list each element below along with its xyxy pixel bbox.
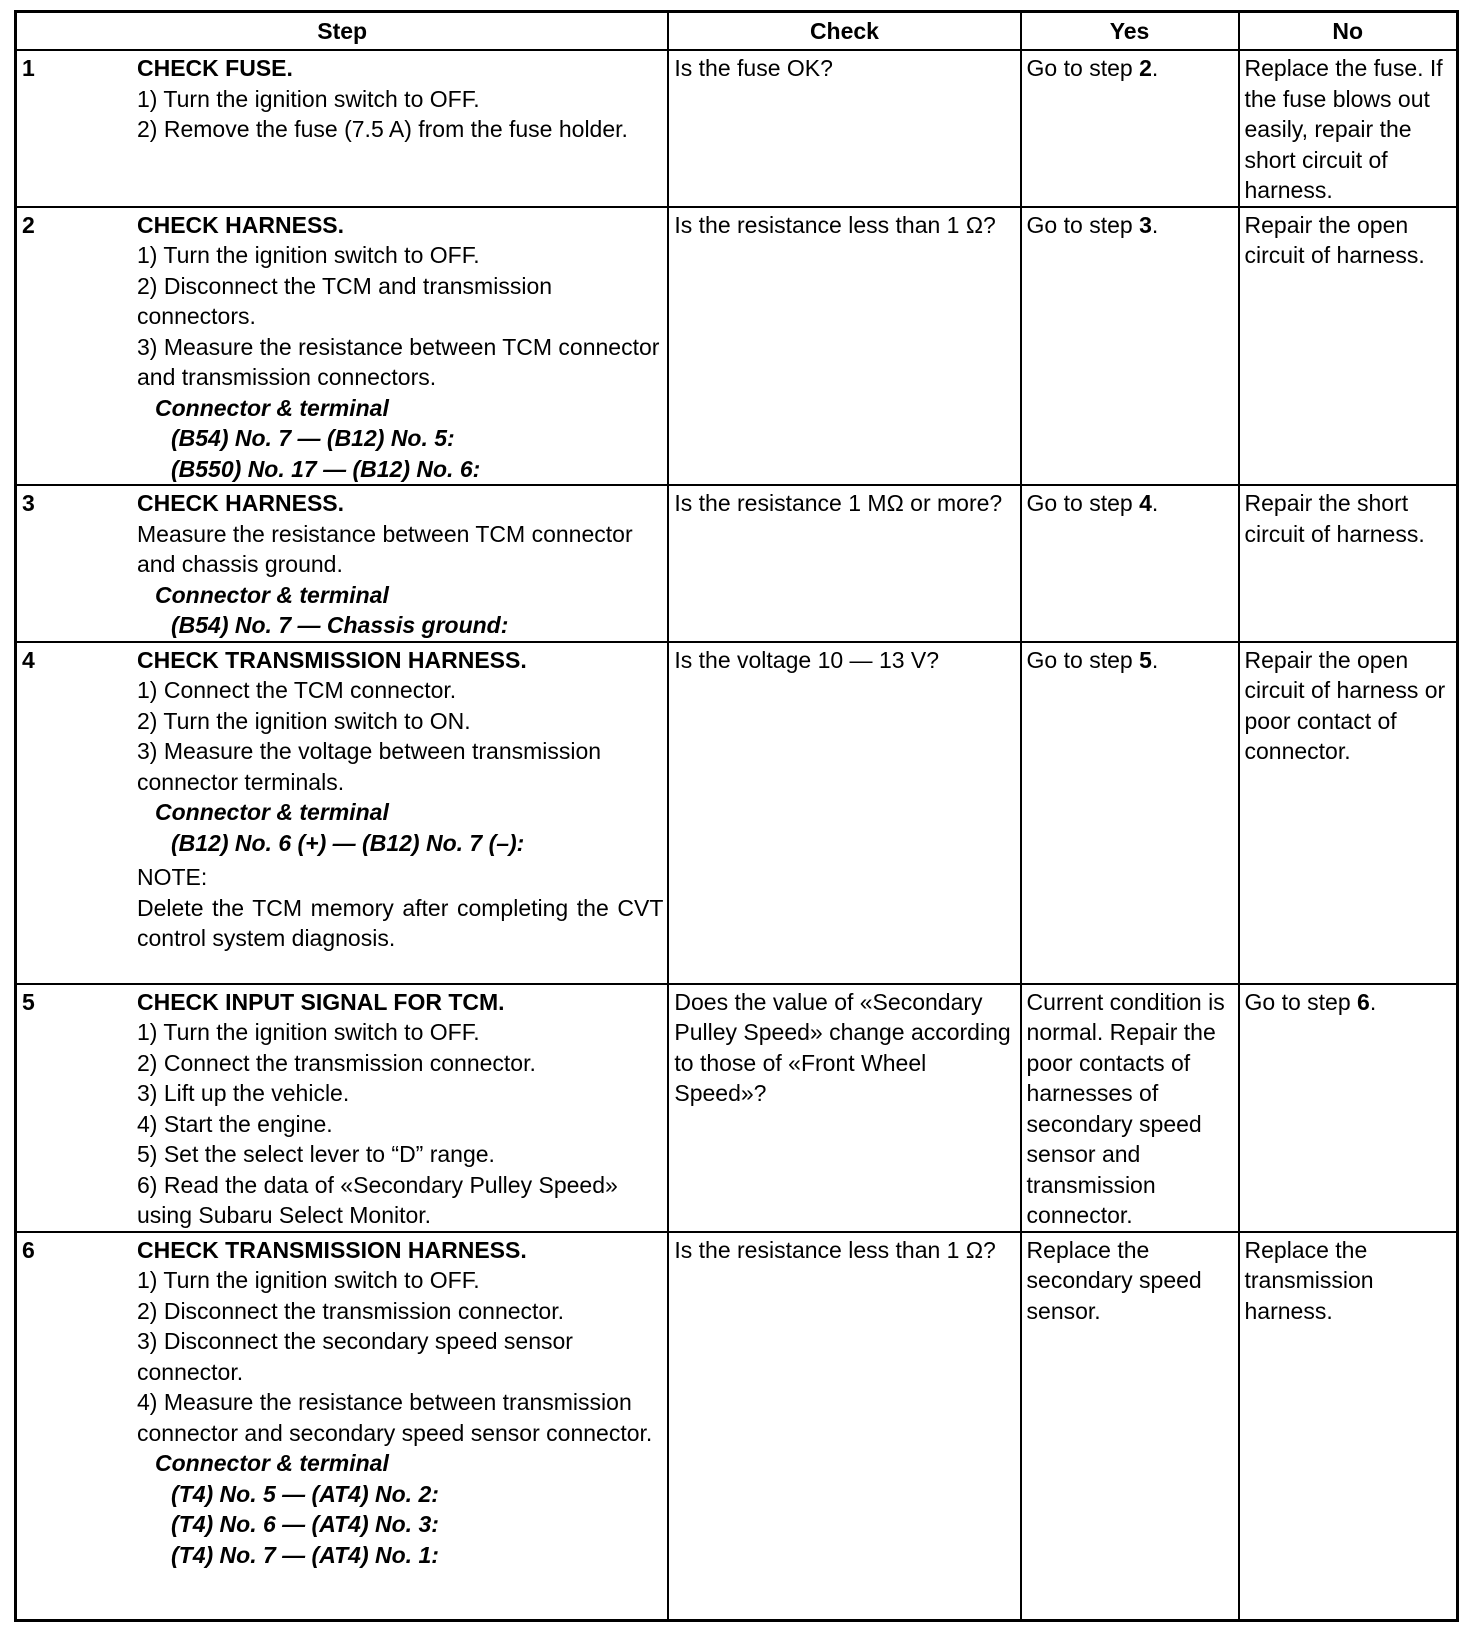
check-cell: Does the value of «Secondary Pulley Speed» change according to those of «Front Wheel Speed»? [668, 984, 1020, 1232]
step-row-4 [16, 642, 1458, 984]
step-title: CHECK TRANSMISSION HARNESS. [137, 1236, 527, 1263]
step-instruction: 2) Turn the ignition switch to ON. [137, 707, 471, 734]
yes-suffix: . [1151, 490, 1159, 516]
step-instruction: 3) Measure the resistance between TCM connector and transmission connectors. [137, 333, 660, 390]
note-text: Delete the TCM memory after completing the CVT control system diagnosis. [137, 894, 664, 951]
step-instruction: Measure the resistance between TCM connector and chassis ground. [137, 520, 633, 577]
step-instruction: 2) Disconnect the transmission connector. [137, 1297, 564, 1324]
yes-cell [1021, 642, 1239, 984]
step-instruction: 1) Turn the ignition switch to OFF. [137, 242, 480, 268]
check-cell: Is the fuse OK? [668, 50, 1020, 207]
check-cell: Is the voltage 10 — 13 V? [668, 642, 1020, 984]
no-prefix: Go to step [1244, 988, 1358, 1015]
no-cell: Replace the transmission harness. [1239, 1232, 1458, 1621]
step-title: CHECK INPUT SIGNAL FOR TCM. [137, 988, 505, 1015]
step-row-6 [16, 1232, 1458, 1621]
note-label: NOTE: [137, 864, 208, 890]
connector-label: Connector & terminal [155, 799, 389, 825]
step-instruction: 1) Turn the ignition switch to OFF. [137, 1267, 480, 1293]
connector-terminal: (T4) No. 5 — (AT4) No. 2: [171, 1480, 439, 1507]
step-title: CHECK FUSE. [137, 55, 293, 81]
step-instruction: 2) Remove the fuse (7.5 A) from the fuse holder. [137, 116, 628, 142]
step-instruction: 3) Lift up the vehicle. [137, 1080, 350, 1106]
header-check: Check [668, 12, 1020, 51]
connector-terminal: (T4) No. 7 — (AT4) No. 1: [171, 1541, 439, 1568]
check-cell: Is the resistance 1 MΩ or more? [668, 485, 1020, 642]
step-instruction: 1) Turn the ignition switch to OFF. [137, 85, 480, 112]
step-cell [16, 642, 669, 984]
step-title: CHECK TRANSMISSION HARNESS. [137, 646, 527, 673]
step-row-3 [16, 485, 1458, 642]
yes-step-ref: 4 [1139, 490, 1152, 516]
no-cell: Repair the open circuit of harness. [1239, 207, 1458, 486]
yes-cell: Replace the secondary speed sensor. [1021, 1232, 1239, 1621]
yes-cell [1021, 485, 1239, 642]
check-cell: Is the resistance less than 1 Ω? [668, 207, 1020, 486]
step-title: CHECK HARNESS. [137, 490, 345, 516]
step-instruction: 2) Disconnect the TCM and transmission connectors. [137, 272, 553, 329]
connector-terminal: (T4) No. 6 — (AT4) No. 3: [171, 1511, 439, 1537]
step-number: 4 [22, 646, 35, 673]
yes-step-ref: 2 [1139, 55, 1152, 81]
step-cell [16, 50, 669, 207]
yes-prefix: Go to step [1026, 490, 1140, 516]
connector-label: Connector & terminal [155, 1450, 389, 1476]
step-instruction: 3) Measure the voltage between transmission connector terminals. [137, 738, 602, 795]
yes-suffix: . [1151, 211, 1159, 238]
no-step-ref: 6 [1357, 988, 1370, 1015]
step-number: 3 [22, 490, 35, 516]
connector-label: Connector & terminal [155, 394, 389, 421]
step-cell [16, 984, 669, 1232]
step-instruction: 6) Read the data of «Secondary Pulley Speed» using Subaru Select Monitor. [137, 1171, 618, 1228]
connector-terminal: (B54) No. 7 — Chassis ground: [171, 612, 509, 638]
step-number: 6 [22, 1236, 35, 1263]
no-cell: Repair the short circuit of harness. [1239, 485, 1458, 642]
connector-terminal: (B12) No. 6 (+) — (B12) No. 7 (–): [171, 829, 525, 856]
yes-suffix: . [1151, 646, 1159, 673]
no-suffix: . [1369, 988, 1377, 1015]
check-cell: Is the resistance less than 1 Ω? [668, 1232, 1020, 1621]
step-instruction: 4) Start the engine. [137, 1110, 333, 1137]
header-no: No [1239, 12, 1458, 51]
step-instruction: 2) Connect the transmission connector. [137, 1049, 536, 1076]
diagnosis-table [14, 10, 1459, 1622]
step-number: 1 [22, 55, 35, 81]
step-instruction: 1) Turn the ignition switch to OFF. [137, 1019, 480, 1045]
yes-prefix: Go to step [1026, 211, 1140, 238]
no-cell: Repair the open circuit of harness or poor contact of connector. [1239, 642, 1458, 984]
connector-terminal: (B550) No. 17 — (B12) No. 6: [171, 455, 481, 482]
step-cell [16, 1232, 669, 1621]
header-row [16, 12, 1458, 51]
yes-cell: Current condition is normal. Repair the poor contacts of harnesses of secondary speed sensor and transmission connector. [1021, 984, 1239, 1232]
step-cell [16, 485, 669, 642]
step-instruction: 5) Set the select lever to “D” range. [137, 1141, 495, 1167]
yes-cell [1021, 50, 1239, 207]
no-cell: Replace the fuse. If the fuse blows out easily, repair the short circuit of harness. [1239, 50, 1458, 207]
connector-terminal: (B54) No. 7 — (B12) No. 5: [171, 425, 455, 451]
step-row-2 [16, 207, 1458, 486]
step-number: 5 [22, 988, 35, 1015]
yes-step-ref: 3 [1139, 211, 1152, 238]
step-instruction: 3) Disconnect the secondary speed sensor connector. [137, 1328, 573, 1385]
yes-suffix: . [1151, 55, 1159, 81]
yes-prefix: Go to step [1026, 646, 1140, 673]
step-row-5 [16, 984, 1458, 1232]
step-instruction: 4) Measure the resistance between transmission connector and secondary speed sensor connector. [137, 1389, 653, 1446]
step-title: CHECK HARNESS. [137, 211, 345, 238]
step-row-1 [16, 50, 1458, 207]
connector-label: Connector & terminal [155, 581, 389, 608]
step-number: 2 [22, 211, 35, 238]
yes-cell [1021, 207, 1239, 486]
step-instruction: 1) Connect the TCM connector. [137, 677, 457, 703]
yes-prefix: Go to step [1026, 55, 1140, 81]
header-step: Step [16, 12, 669, 51]
header-yes: Yes [1021, 12, 1239, 51]
no-cell [1239, 984, 1458, 1232]
yes-step-ref: 5 [1139, 646, 1152, 673]
step-cell [16, 207, 669, 486]
